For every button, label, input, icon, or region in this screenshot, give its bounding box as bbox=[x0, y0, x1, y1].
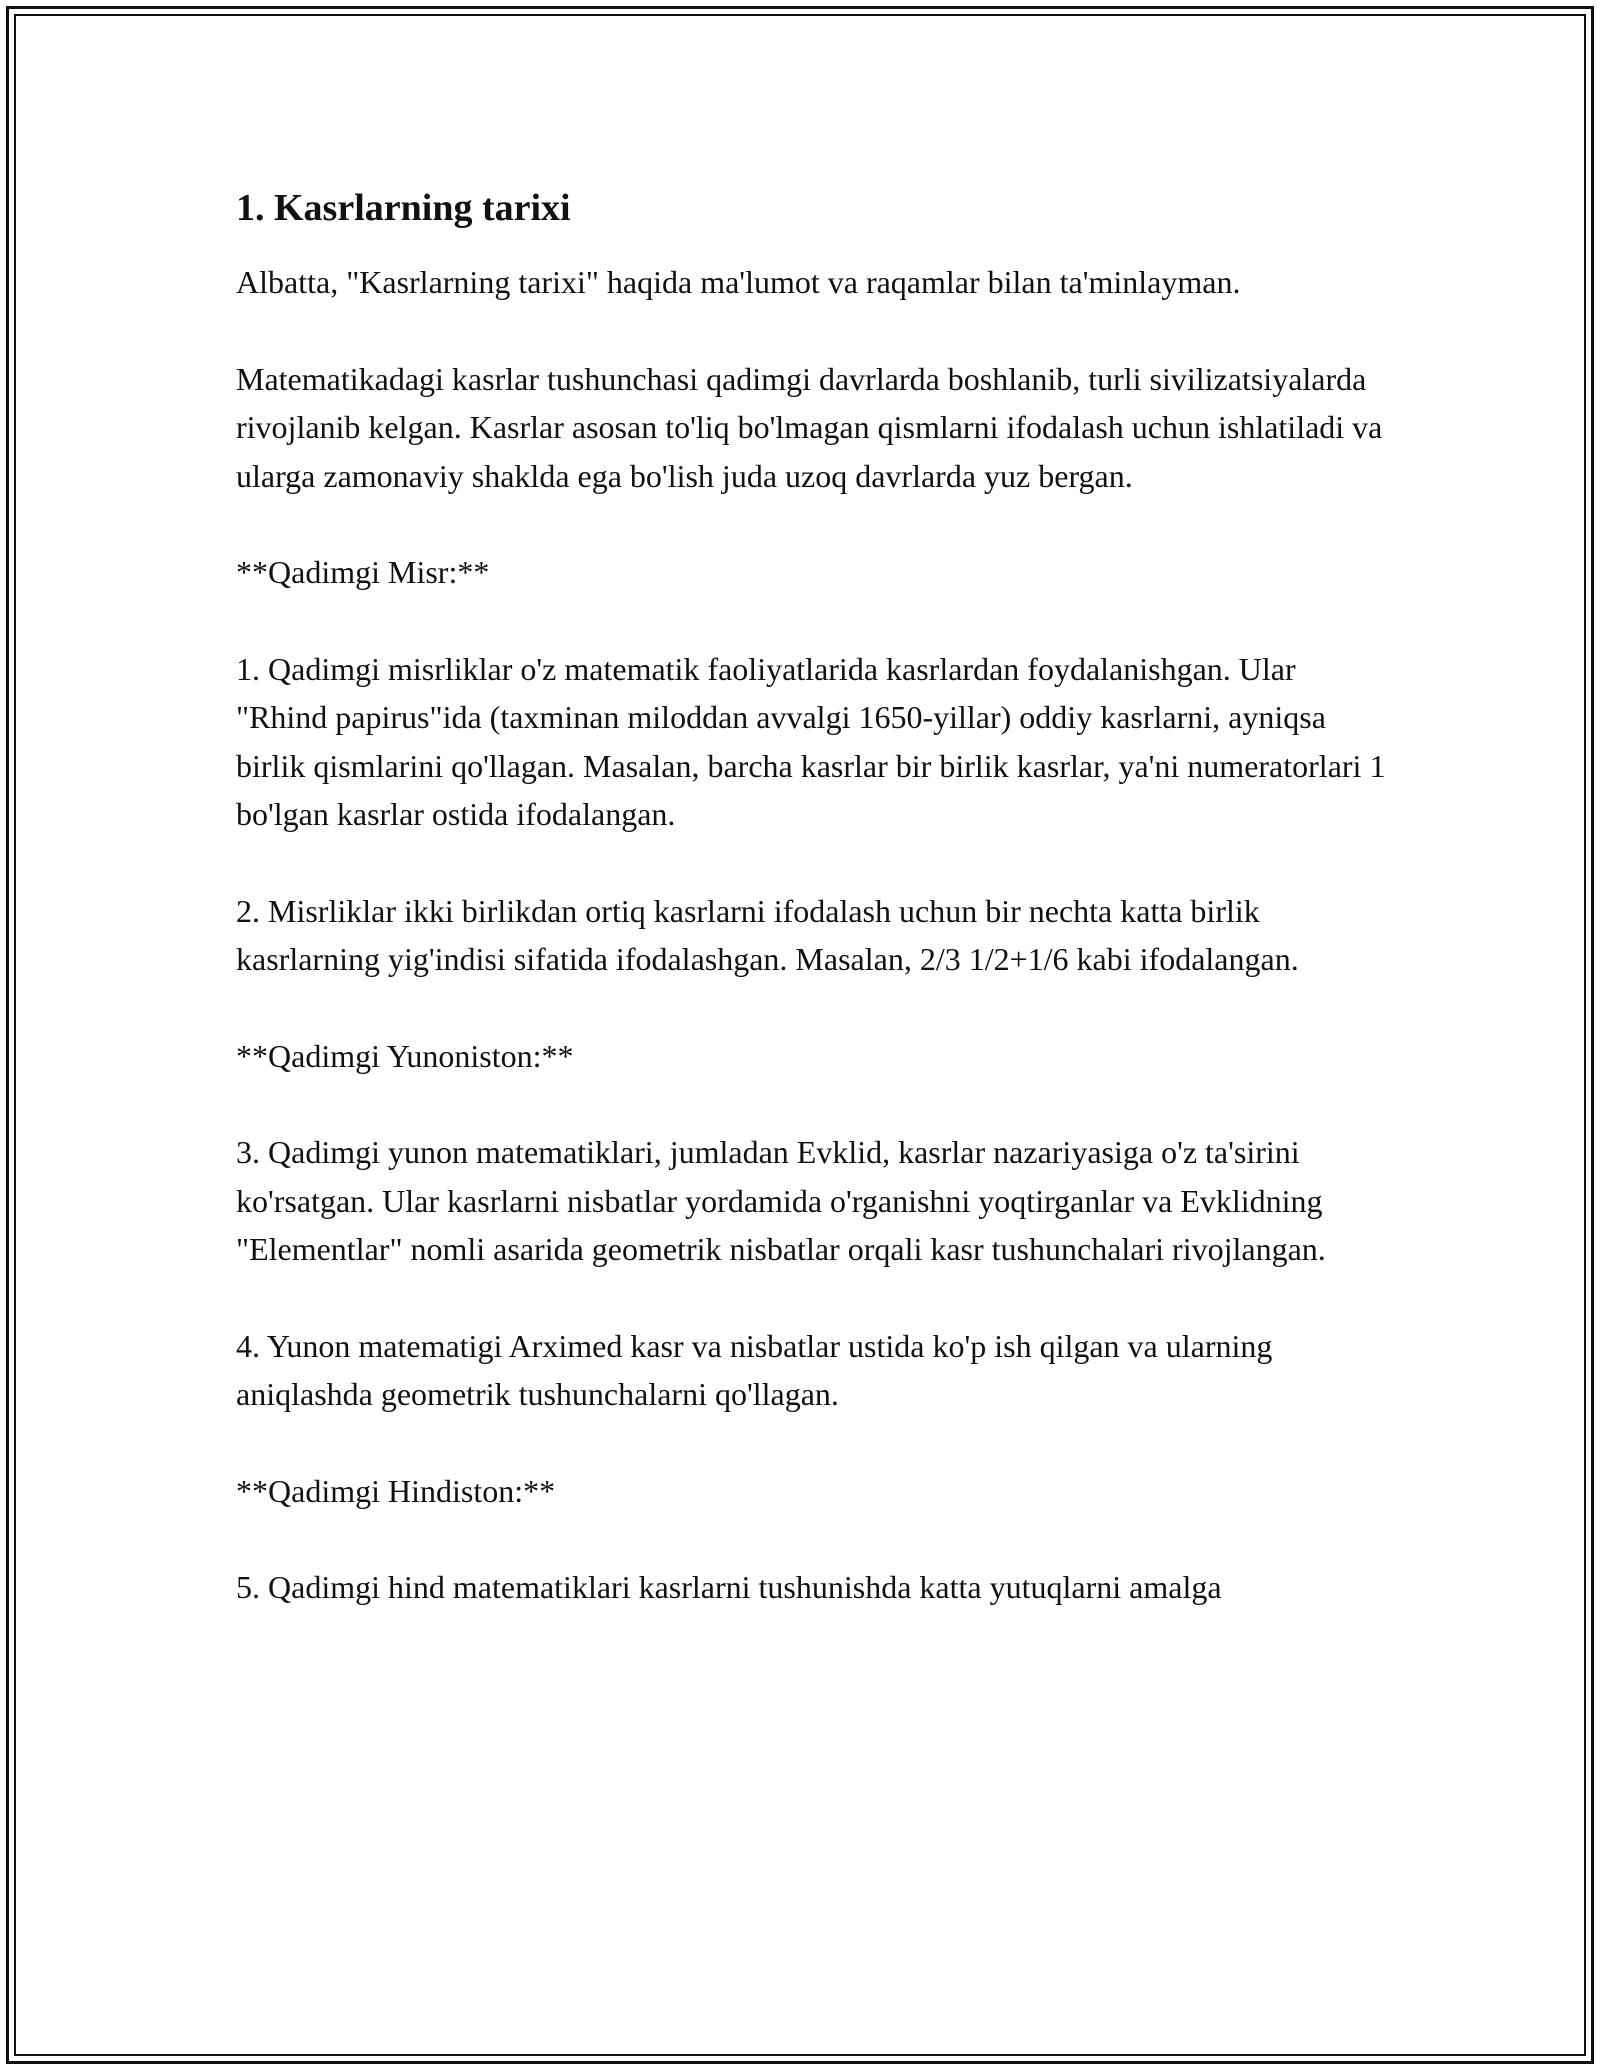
section-heading-greece: **Qadimgi Yunoniston:** bbox=[236, 1037, 574, 1074]
overview-paragraph: Matematikadagi kasrlar tushunchasi qadimgi davrlarda boshlanib, turli sivilizatsiyalarda rivojlanib kelgan. Kasrlar asosan to'liq bo'lmagan qismlarni ifodalash uchun ishlatiladi va ularga zamonaviy shakldа ega bo'lish juda uzoq davrlarda yuz bergan. bbox=[236, 360, 1383, 494]
list-item-3: 3. Qadimgi yunon matematiklari, jumladan Evklid, kasrlar nazariyasiga o'z ta'sirini ko'rsatgan. Ular kasrlarni nisbatlar yordamida o'rganishni yoqtirganlar va Evklidning "Elementlar" nomli asarida geometrik nisbatlar orqali kasr tushunchalari rivojlangan. bbox=[236, 1134, 1326, 1267]
intro-paragraph: Albatta, "Kasrlarning tarixi" haqida ma'lumot va raqamlar bilan ta'minlayman. bbox=[236, 264, 1241, 300]
list-item-2: 2. Misrliklar ikki birlikdan ortiq kasrlarni ifodalash uchun bir nechta katta birlik kasrlarning yig'indisi sifatida ifodalashgan. Masalan, 2/3 1/2+1/6 kabi ifodalangan. bbox=[236, 892, 1299, 977]
section-heading-india: **Qadimgi Hindiston:** bbox=[236, 1472, 556, 1509]
list-item-4: 4. Yunon matematigi Arximed kasr va nisbatlar ustida ko'p ish qilgan va ularning aniqlashda geometrik tushunchalarni qo'llagan. bbox=[236, 1327, 1273, 1412]
section-heading-egypt: **Qadimgi Misr:** bbox=[236, 554, 490, 590]
document-title: 1. Kasrlarning tarixi bbox=[236, 187, 571, 229]
list-item-1: 1. Qadimgi misrliklar o'z matematik faoliyatlarida kasrlardan foydalanishgan. Ular "Rhind papirus"ida (taxminan miloddan avvalgi 1650-yillar) oddiy kasrlarni, ayniqsa birlik qismlarini qo'llagan. Masalan, barcha kasrlar bir birlik kasrlar, ya'ni numeratorlari 1 bo'lgan kasrlar ostida ifodalangan. bbox=[236, 650, 1386, 832]
document-body bbox=[236, 186, 1386, 1612]
list-item-5: 5. Qadimgi hind matematiklari kasrlarni tushunishda katta yutuqlarni amalga bbox=[236, 1569, 1222, 1605]
